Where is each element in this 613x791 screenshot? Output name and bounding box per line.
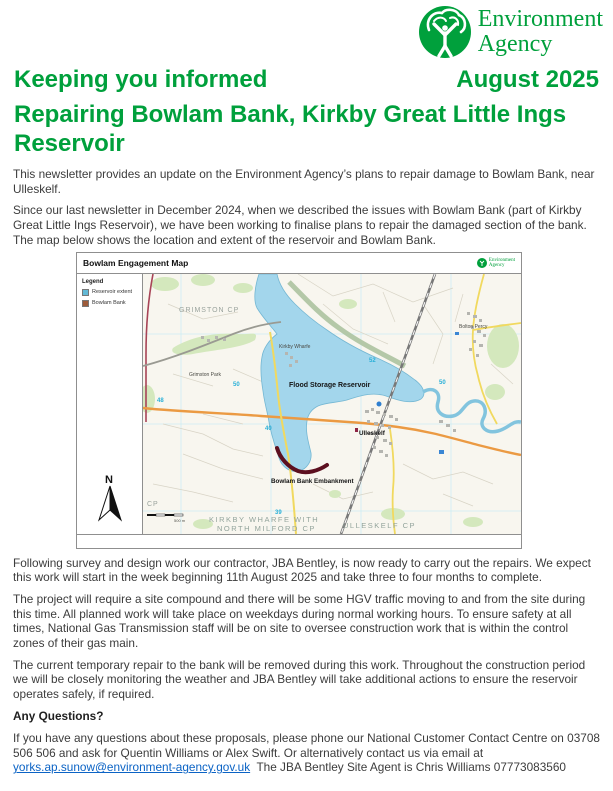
- bowlam-bank-swatch: [82, 300, 89, 307]
- mini-logo-text: Environment Agency: [488, 257, 515, 268]
- wordmark-line2: Agency: [477, 31, 553, 57]
- north-arrow: [89, 472, 131, 529]
- map-label-cp: CP: [147, 500, 159, 508]
- engagement-map-frame: [76, 252, 522, 549]
- grid-number-52: 52: [369, 357, 376, 364]
- map-label-kirkby-wharfe-with: KIRKBY WHARFE WITH: [209, 514, 320, 524]
- environment-agency-logo: [419, 6, 603, 58]
- map-mini-ea-logo: [477, 258, 515, 268]
- intro-paragraph-2: Since our last newsletter in December 2024, when we described the issues with Bowlam Bank (part of Kirkby Great Little Ings Reservoir), we have been working to finalise plans to repair the damaged section of the bank. The map below shows the location and extent of the reservoir and Bowlam Bank.: [13, 203, 587, 247]
- map-label-ulleskelf-cp: ULLESKELF CP: [343, 520, 417, 530]
- bowlam-bank-label: Bowlam Bank: [92, 300, 126, 307]
- north-arrow-icon: [89, 472, 131, 524]
- grid-number-48: 48: [157, 397, 164, 404]
- map-titlebar: [77, 253, 521, 274]
- legend-item-bowlam-bank: [82, 300, 142, 307]
- map-label-bolton-percy: Bolton Percy: [459, 323, 488, 330]
- grid-number-39: 39: [275, 509, 282, 516]
- os-map-image: [143, 274, 521, 534]
- body-paragraph-5: The current temporary repair to the bank will be removed during this work. Throughout the construction period we will be closely monitoring the weather and JBA Bentley will take additional actions to ensure the reservoir operates safely, if required.: [13, 657, 586, 702]
- intro-paragraph-1: This newsletter provides an update on the Environment Agency’s plans to repair damage to Bowlam Bank, near Ulleskelf.: [13, 167, 595, 196]
- reservoir-extent-swatch: [82, 289, 89, 296]
- grid-number-40: 40: [265, 425, 272, 432]
- map-canvas: [143, 274, 521, 534]
- map-footer-bar: [77, 534, 521, 548]
- map-label-ulleskelf: Ulleskelf: [359, 429, 385, 437]
- map-label-grimston-park: Grimston Park: [189, 371, 221, 378]
- svg-text:N: N: [105, 473, 113, 486]
- questions-heading: Any Questions?: [13, 708, 104, 723]
- station-marker: [377, 401, 382, 406]
- mini-tree-icon: [477, 258, 487, 268]
- contact-text-after-link: The JBA Bentley Site Agent is Chris Williams 07773083560: [250, 760, 566, 775]
- map-body: [77, 274, 521, 534]
- map-label-flood-storage-reservoir: Flood Storage Reservoir: [289, 381, 371, 389]
- kicker-text: Keeping you informed: [14, 66, 268, 93]
- map-title: Bowlam Engagement Map: [83, 257, 189, 268]
- legend-item-reservoir-extent: [82, 289, 142, 296]
- page-title: Repairing Bowlam Bank, Kirkby Great Little Ings Reservoir: [14, 101, 567, 157]
- reservoir-extent-label: Reservoir extent: [92, 289, 133, 296]
- legend-title: Legend: [82, 278, 104, 285]
- map-label-north-milford-cp: NORTH MILFORD CP: [217, 523, 316, 533]
- map-label-kirkby-wharfe: Kirkby Wharfe: [279, 343, 311, 350]
- environment-agency-tree-icon: [419, 6, 471, 58]
- grid-number-50: 50: [233, 381, 240, 388]
- environment-agency-wordmark: [478, 7, 603, 57]
- contact-email-link[interactable]: yorks.ap.sunow@environment-agency.gov.uk: [13, 760, 251, 775]
- wordmark-line1: Environment: [477, 6, 603, 32]
- kicker-row: [0, 66, 613, 94]
- contact-paragraph: [13, 731, 600, 775]
- issue-date: August 2025: [456, 66, 599, 93]
- map-legend-panel: [77, 274, 143, 534]
- contact-text-before-link: If you have any questions about these proposals, please phone our National Customer Contact Centre on 03708 506 506 and ask for Quentin Williams or Alex Swift. Or alternatively contact us via email at: [13, 730, 600, 760]
- grid-number-50-east: 50: [439, 379, 446, 386]
- map-label-grimston-cp: GRIMSTON CP: [179, 306, 240, 314]
- map-label-bowlam-bank-embankment: Bowlam Bank Embankment: [271, 477, 354, 485]
- body-paragraph-3: Following survey and design work our contractor, JBA Bentley, is now ready to carry out the repairs. We expect this work will start in the week beginning 11th August 2025 and take three to four months to complete.: [13, 555, 591, 585]
- svg-text:500 m: 500 m: [174, 517, 186, 523]
- logo-row: [0, 0, 613, 58]
- body-paragraph-4: The project will require a site compound and there will be some HGV traffic moving to and from the site during this time. All planned work will take place on weekdays during normal working hours. To ensure safety at all times, National Gas Transmission staff will be on site to oversee construction work that is within the control zones of their gas main.: [13, 591, 586, 651]
